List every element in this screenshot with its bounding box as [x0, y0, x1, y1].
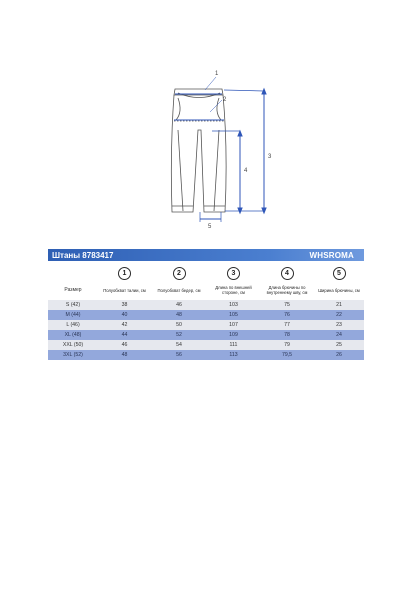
number-badge: 4	[281, 267, 294, 280]
header-row	[48, 280, 364, 300]
value-cell: 111	[207, 340, 260, 350]
value-cell: 25	[314, 340, 364, 350]
table-row	[48, 330, 364, 340]
pants-outline	[171, 89, 226, 212]
number-badge: 2	[173, 267, 186, 280]
marker-2: 2	[223, 97, 227, 103]
marker-5: 5	[208, 224, 212, 230]
value-cell: 52	[151, 330, 207, 340]
table-row	[48, 320, 364, 330]
brand-name: WHSROMA	[309, 250, 354, 260]
value-cell: 54	[151, 340, 207, 350]
value-cell: 75	[260, 300, 314, 310]
table-row	[48, 340, 364, 350]
size-cell: S (42)	[48, 300, 98, 310]
value-cell: 26	[314, 350, 364, 360]
marker-3: 3	[268, 154, 272, 160]
table-body	[48, 300, 364, 360]
table-row	[48, 350, 364, 360]
number-badge: 3	[227, 267, 240, 280]
value-cell: 21	[314, 300, 364, 310]
size-header: Размер	[64, 286, 82, 293]
product-title-bar	[48, 249, 364, 261]
value-cell: 38	[98, 300, 151, 310]
column-header: Ширина брючины, см	[318, 287, 360, 293]
number-row	[48, 262, 364, 280]
value-cell: 107	[207, 320, 260, 330]
value-cell: 78	[260, 330, 314, 340]
marker-4: 4	[244, 168, 248, 174]
size-cell: 3XL (52)	[48, 350, 98, 360]
value-cell: 50	[151, 320, 207, 330]
pants-diagram	[0, 0, 400, 240]
size-cell: XL (48)	[48, 330, 98, 340]
value-cell: 105	[207, 310, 260, 320]
size-cell: L (46)	[48, 320, 98, 330]
size-cell: M (44)	[48, 310, 98, 320]
size-cell: XXL (50)	[48, 340, 98, 350]
size-table	[48, 262, 364, 360]
value-cell: 76	[260, 310, 314, 320]
value-cell: 109	[207, 330, 260, 340]
value-cell: 79	[260, 340, 314, 350]
value-cell: 48	[98, 350, 151, 360]
value-cell: 24	[314, 330, 364, 340]
column-header: Полуобхват талии, см	[103, 287, 146, 293]
value-cell: 113	[207, 350, 260, 360]
marker-1: 1	[215, 71, 219, 77]
number-badge: 5	[333, 267, 346, 280]
value-cell: 56	[151, 350, 207, 360]
measure-lines	[174, 77, 266, 222]
value-cell: 22	[314, 310, 364, 320]
value-cell: 23	[314, 320, 364, 330]
value-cell: 46	[98, 340, 151, 350]
table-row	[48, 310, 364, 320]
value-cell: 79,5	[260, 350, 314, 360]
column-header: Длина брючины по внутреннему шву, см	[266, 285, 308, 295]
value-cell: 103	[207, 300, 260, 310]
value-cell: 48	[151, 310, 207, 320]
product-name: Штаны 8783417	[52, 250, 114, 260]
column-header: Полуобхват бедер, см	[157, 287, 201, 293]
number-badge: 1	[118, 267, 131, 280]
value-cell: 46	[151, 300, 207, 310]
value-cell: 77	[260, 320, 314, 330]
column-header: Длина по внешней стороне, см	[215, 285, 252, 295]
value-cell: 42	[98, 320, 151, 330]
table-row	[48, 300, 364, 310]
value-cell: 44	[98, 330, 151, 340]
value-cell: 40	[98, 310, 151, 320]
